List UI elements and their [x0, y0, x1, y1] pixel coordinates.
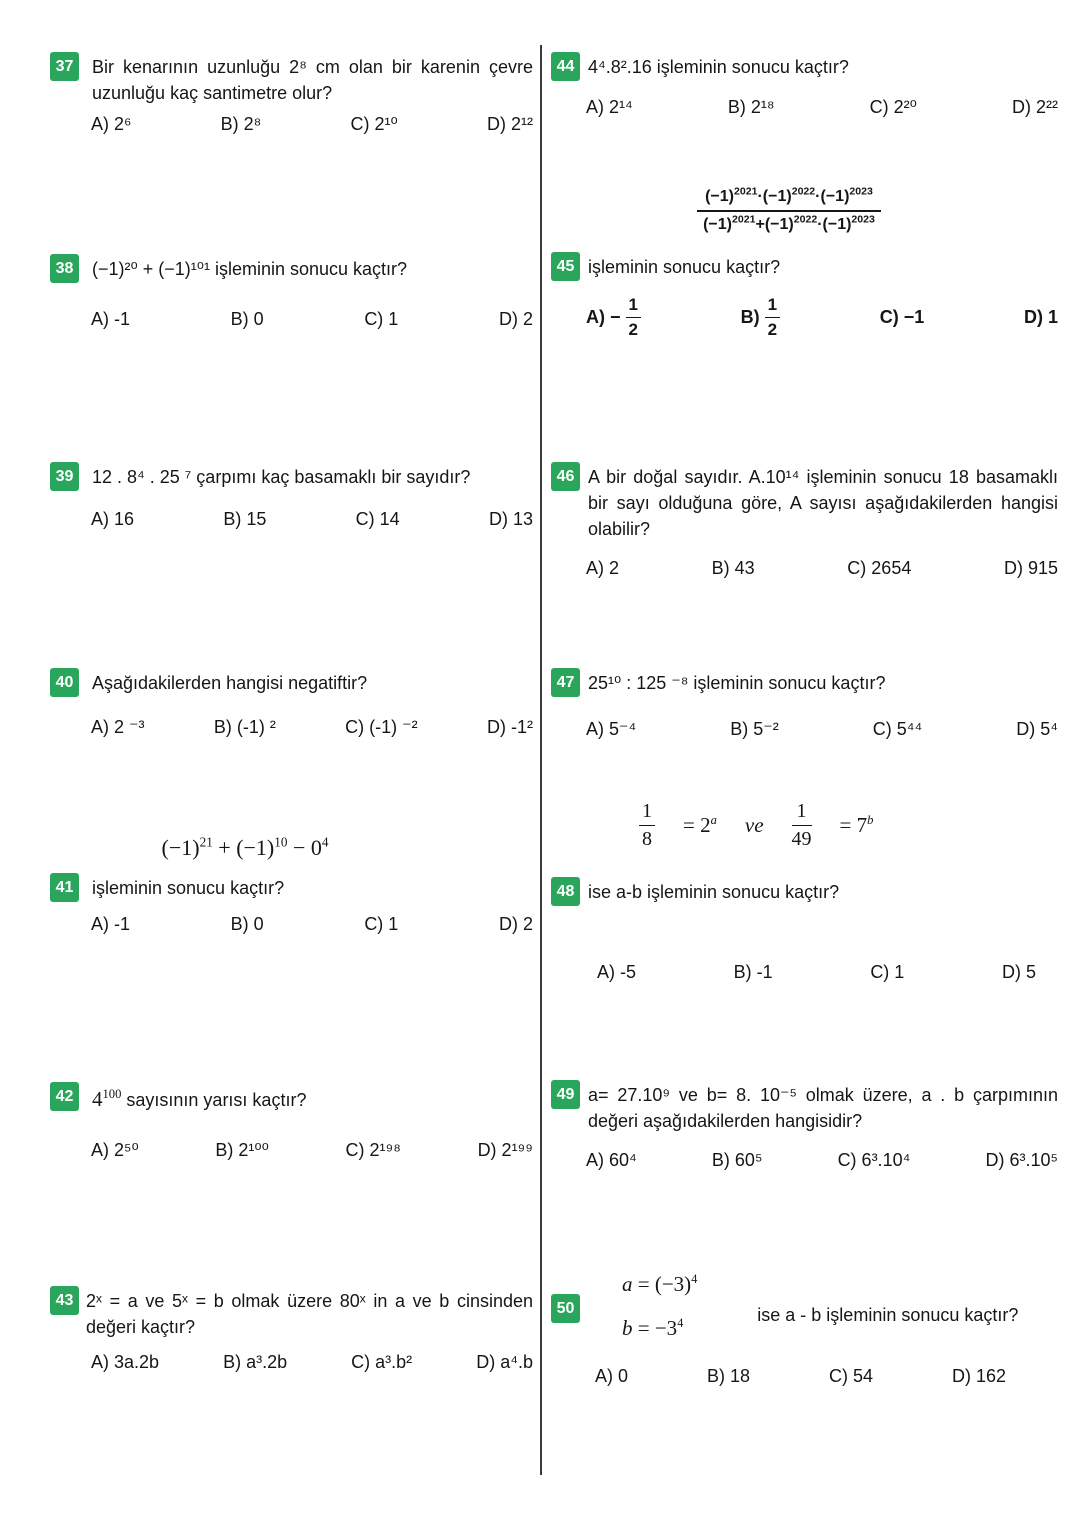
q45-formula: [551, 185, 1027, 234]
option-c: C) 54: [828, 1366, 873, 1387]
option-a: A) -1: [91, 309, 131, 329]
question-number-badge: 49: [551, 1080, 580, 1109]
option-a: A) -1: [91, 914, 131, 934]
question-text: 4⁴.8².16 işleminin sonucu kaçtır?: [588, 57, 849, 77]
question-number-badge: 46: [551, 462, 580, 491]
option-b: B) 60⁵: [711, 1150, 763, 1171]
q42-math: $4^{100}$: [92, 1087, 122, 1111]
question-38: [50, 254, 533, 330]
option-c: C) a³.b²: [351, 1352, 413, 1373]
column-divider: [540, 45, 542, 1475]
option-b: B) (-1) ²: [213, 717, 276, 737]
options-row: [586, 1150, 1058, 1171]
option-d: D) -1²: [486, 717, 533, 737]
question-42: [50, 1082, 533, 1161]
option-b: B) 2¹⁸: [727, 97, 775, 117]
question-45: [551, 185, 1058, 340]
options-row: [91, 114, 533, 135]
question-50: [551, 1262, 1058, 1387]
option-d: D) 2: [498, 914, 533, 934]
q50-formula: $a = (-3)^4$ $b = -3^4$: [622, 1272, 698, 1341]
option-c: C) 1: [364, 914, 399, 934]
question-text: $4^{100}$ sayısının yarısı kaçtır?: [92, 1087, 307, 1111]
question-44: [551, 52, 1058, 118]
option-b: B) 2¹⁰⁰: [215, 1140, 269, 1161]
option-b: B) -1: [733, 962, 773, 982]
option-b: B) 2⁸: [220, 114, 262, 135]
option-d: D) 5: [1001, 962, 1036, 982]
option-c: C) 6³.10⁴: [837, 1150, 911, 1171]
question-text: işleminin sonucu kaçtır?: [588, 257, 781, 277]
q48-formula: $\frac{1}{8}$ = $2^a$ ve $\frac{1}{49}$ = $7^b$: [639, 800, 1058, 851]
question-47: [551, 668, 1058, 740]
option-a: A) − $\frac{1}{2}$: [586, 295, 641, 340]
option-b: B) $\frac{1}{2}$: [741, 295, 780, 340]
option-a: A) -5: [597, 962, 637, 982]
option-d: D) a⁴.b: [476, 1352, 533, 1373]
question-text: ise a - b işleminin sonucu kaçtır?: [757, 1305, 1019, 1325]
options-row: [586, 558, 1058, 579]
options-row: [91, 1352, 533, 1373]
option-c: C) (-1) ⁻²: [345, 717, 418, 737]
question-number-badge: 42: [50, 1082, 79, 1111]
option-d: D) 2: [498, 309, 533, 329]
question-text: 25¹⁰ : 125 ⁻⁸ işleminin sonucu kaçtır?: [588, 673, 886, 693]
option-d: D) 2¹²: [487, 114, 533, 135]
options-row: [586, 97, 1058, 118]
question-number-badge: 45: [551, 252, 580, 281]
question-text: işleminin sonucu kaçtır?: [92, 878, 285, 898]
option-c: C) −1: [879, 307, 925, 327]
option-c: C) 2654: [847, 558, 912, 579]
option-d: D) 13: [488, 509, 533, 529]
option-c: C) 1: [870, 962, 905, 982]
question-number-badge: 43: [50, 1286, 79, 1315]
question-text: a= 27.10⁹ ve b= 8. 10⁻⁵ olmak üzere, a . b çarpımının değeri aşağıdakilerden hangisidir?: [588, 1085, 1058, 1132]
options-row: [586, 719, 1058, 740]
options-row: [91, 914, 533, 935]
question-48: [551, 800, 1058, 983]
option-d: D) 2²²: [1012, 97, 1058, 117]
option-a: A) 16: [91, 509, 135, 529]
question-text: Aşağıdakilerden hangisi negatiftir?: [92, 673, 368, 693]
option-d: D) 162: [951, 1366, 1006, 1387]
options-row: [91, 1140, 533, 1161]
question-number-badge: 41: [50, 873, 79, 902]
question-43: [50, 1286, 533, 1373]
question-number-badge: 37: [50, 52, 79, 81]
question-number-badge: 47: [551, 668, 580, 697]
question-40: [50, 668, 533, 738]
question-number-badge: 50: [551, 1294, 580, 1323]
option-a: A) 3a.2b: [91, 1352, 160, 1373]
option-a: A) 2⁵⁰: [91, 1140, 139, 1161]
option-d: D) 915: [1003, 558, 1058, 579]
option-d: D) 2¹⁹⁹: [477, 1140, 533, 1161]
question-text: 2ˣ = a ve 5ˣ = b olmak üzere 80ˣ in a ve b cinsinden değeri kaçtır?: [86, 1291, 533, 1338]
option-d: D) 6³.10⁵: [985, 1150, 1058, 1171]
q41-formula: $(-1)^{21} + (-1)^{10} - 0^4$: [161, 834, 329, 860]
question-37: [50, 52, 533, 135]
options-row: [91, 509, 533, 530]
question-number-badge: 40: [50, 668, 79, 697]
option-a: A) 2 ⁻³: [91, 717, 145, 737]
question-number-badge: 48: [551, 877, 580, 906]
q48-fraction-1: $\frac{1}{8}$: [639, 800, 655, 851]
question-text: A bir doğal sayıdır. A.10¹⁴ işleminin sonucu 18 basamaklı bir sayı olduğuna göre, A sayısı aşağıdakilerden hangisi olabilir?: [588, 467, 1058, 540]
question-49: [551, 1080, 1058, 1171]
fraction-denominator: $(-1)^{2021}+(-1)^{2022}\cdot(-1)^{2023}$: [703, 213, 875, 233]
question-text: 12 . 8⁴ . 25 ⁷ çarpımı kaç basamaklı bir sayıdır?: [92, 467, 471, 487]
option-b: B) 5⁻²: [730, 719, 779, 739]
options-row: [597, 962, 1036, 983]
option-d: D) 1: [1023, 307, 1058, 327]
option-b: B) 18: [706, 1366, 751, 1387]
option-b: B) a³.2b: [223, 1352, 288, 1373]
option-c: C) 2¹⁰: [350, 114, 398, 135]
option-d: D) 5⁴: [1016, 719, 1058, 739]
option-b: B) 15: [223, 509, 267, 529]
question-text: Bir kenarının uzunluğu 2⁸ cm olan bir karenin çevre uzunluğu kaç santimetre olur?: [92, 57, 533, 104]
options-row: [586, 295, 1058, 340]
option-c: C) 1: [364, 309, 399, 329]
question-46: [551, 462, 1058, 579]
option-a: A) 5⁻⁴: [586, 719, 637, 739]
option-a: A) 0: [595, 1366, 629, 1387]
q48-fraction-2: $\frac{1}{49}$: [791, 800, 812, 850]
options-row: [91, 309, 533, 330]
fraction-numerator: $(-1)^{2021}\cdot(-1)^{2022}\cdot(-1)^{2023}$: [697, 188, 881, 212]
option-c: C) 2¹⁹⁸: [345, 1140, 401, 1161]
question-number-badge: 38: [50, 254, 79, 283]
question-text: (−1)²⁰ + (−1)¹⁰¹ işleminin sonucu kaçtır?: [92, 259, 408, 279]
option-b: B) 0: [230, 309, 264, 329]
question-39: [50, 462, 533, 530]
question-number-badge: 39: [50, 462, 79, 491]
option-c: C) 5⁴⁴: [872, 719, 923, 739]
options-row: [91, 717, 533, 738]
option-a: A) 60⁴: [586, 1150, 637, 1171]
option-a: A) 2⁶: [91, 114, 132, 135]
option-c: C) 2²⁰: [869, 97, 917, 117]
option-b: B) 0: [230, 914, 264, 934]
option-a: A) 2¹⁴: [586, 97, 633, 117]
q48-connector: ve: [744, 813, 764, 837]
question-41: [50, 835, 533, 935]
option-c: C) 14: [355, 509, 400, 529]
options-row: [595, 1366, 1006, 1387]
question-text: ise a-b işleminin sonucu kaçtır?: [588, 882, 840, 902]
question-number-badge: 44: [551, 52, 580, 81]
option-a: A) 2: [586, 558, 620, 579]
option-b: B) 43: [711, 558, 755, 579]
